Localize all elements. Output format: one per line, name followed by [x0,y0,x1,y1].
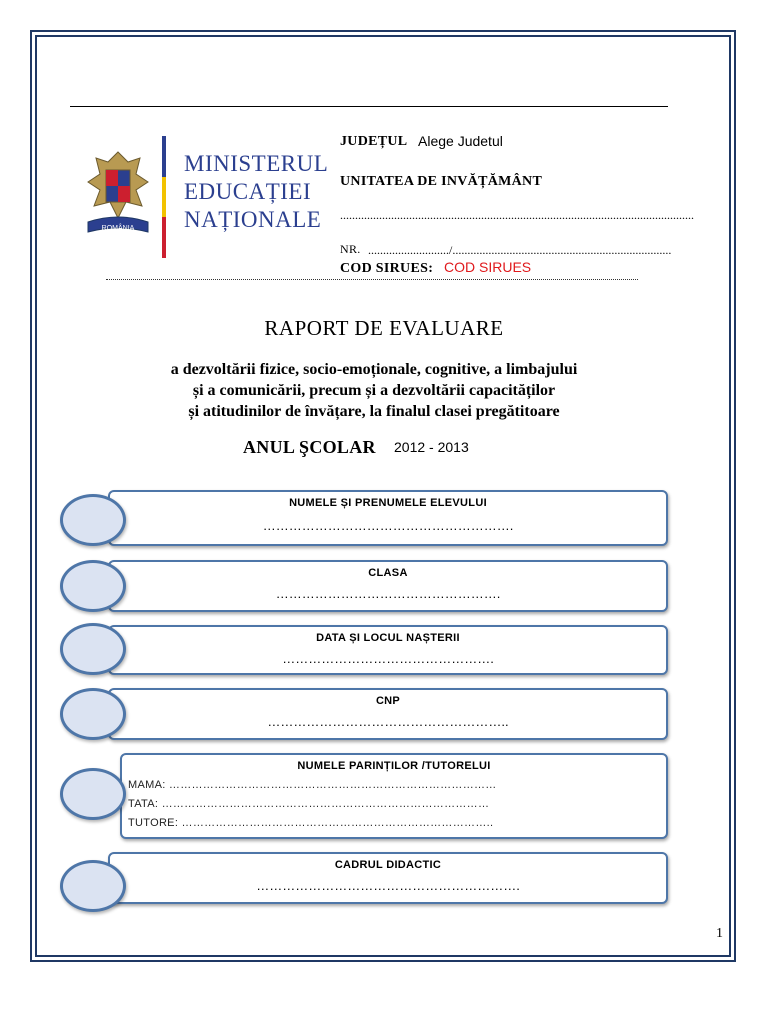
cod-sirues-label: COD SIRUES: [340,261,434,276]
teacher-title: CADRUL DIDACTIC [334,859,442,871]
ministry-logo [82,136,329,258]
cnp-title: CNP [375,695,401,707]
header-rule [70,106,668,107]
mama-field[interactable]: MAMA: …………………………………………………………………………… [128,779,497,791]
cod-sirues-field[interactable]: COD SIRUES [444,259,532,275]
subtitle-line-1: a dezvoltării fizice, socio-emoționale, cognitive, a limbajului [170,361,578,378]
birth-circle [60,623,126,675]
teacher-circle [60,860,126,912]
class-title: CLASA [368,567,408,579]
nr-field[interactable]: .........................../......................................................................... [368,243,672,257]
school-year-label: ANUL ŞCOLAR [243,437,376,457]
coat-of-arms-icon [82,146,154,250]
report-title: RAPORT DE EVALUARE [264,316,504,340]
judet-label: JUDEȚUL [340,134,408,149]
student-name-box [108,490,668,546]
subtitle-line-3: și atitudinilor de învățare, la finalul clasei pregătitoare [188,403,560,420]
parents-circle [60,768,126,820]
ministry-line-1: MINISTERUL [184,151,329,176]
birth-field[interactable]: …………………………………………. [282,651,494,666]
svg-text:ROMÂNIA: ROMÂNIA [101,225,135,232]
header-dotted-rule [106,279,638,280]
ministry-name [184,150,328,234]
nr-label: NR. [340,242,361,256]
student-name-field[interactable]: …………………………………………………. [262,518,514,533]
cnp-circle [60,688,126,740]
parents-box [120,753,668,839]
birth-box [108,625,668,675]
page-number: 1 [716,926,723,941]
class-circle [60,560,126,612]
teacher-box [108,852,668,904]
report-subtitle [0,359,748,422]
cnp-box [108,688,668,740]
school-year-field[interactable]: 2012 - 2013 [394,439,469,455]
tricolor-bar [162,136,166,258]
unitate-label: UNITATEA DE INVĂȚĂMÂNT [340,174,543,189]
tata-field[interactable]: TATA: …………………………………………………………………………… [128,798,490,810]
unitate-field[interactable]: ...................................................................................................................... [340,208,694,222]
class-box [108,560,668,612]
ministry-line-3: NAȚIONALE [184,207,322,232]
parents-title: NUMELE PARINȚILOR /TUTORELUI [297,760,491,772]
tutore-field[interactable]: TUTORE: ……………………………………………………………………….. [128,817,494,829]
ministry-line-2: EDUCAȚIEI [184,179,312,204]
subtitle-line-2: și a comunicării, precum și a dezvoltării capacităților [192,382,556,399]
class-field[interactable]: ……………………………………………. [275,586,501,601]
student-name-title: NUMELE ȘI PRENUMELE ELEVULUI [289,497,487,509]
student-name-circle [60,494,126,546]
birth-title: DATA ȘI LOCUL NAȘTERII [316,632,460,644]
cnp-field[interactable]: ……………………………………………….. [267,714,509,729]
teacher-field[interactable]: ……………………………………………………. [256,878,520,893]
judet-select[interactable]: Alege Judetul [418,133,503,149]
